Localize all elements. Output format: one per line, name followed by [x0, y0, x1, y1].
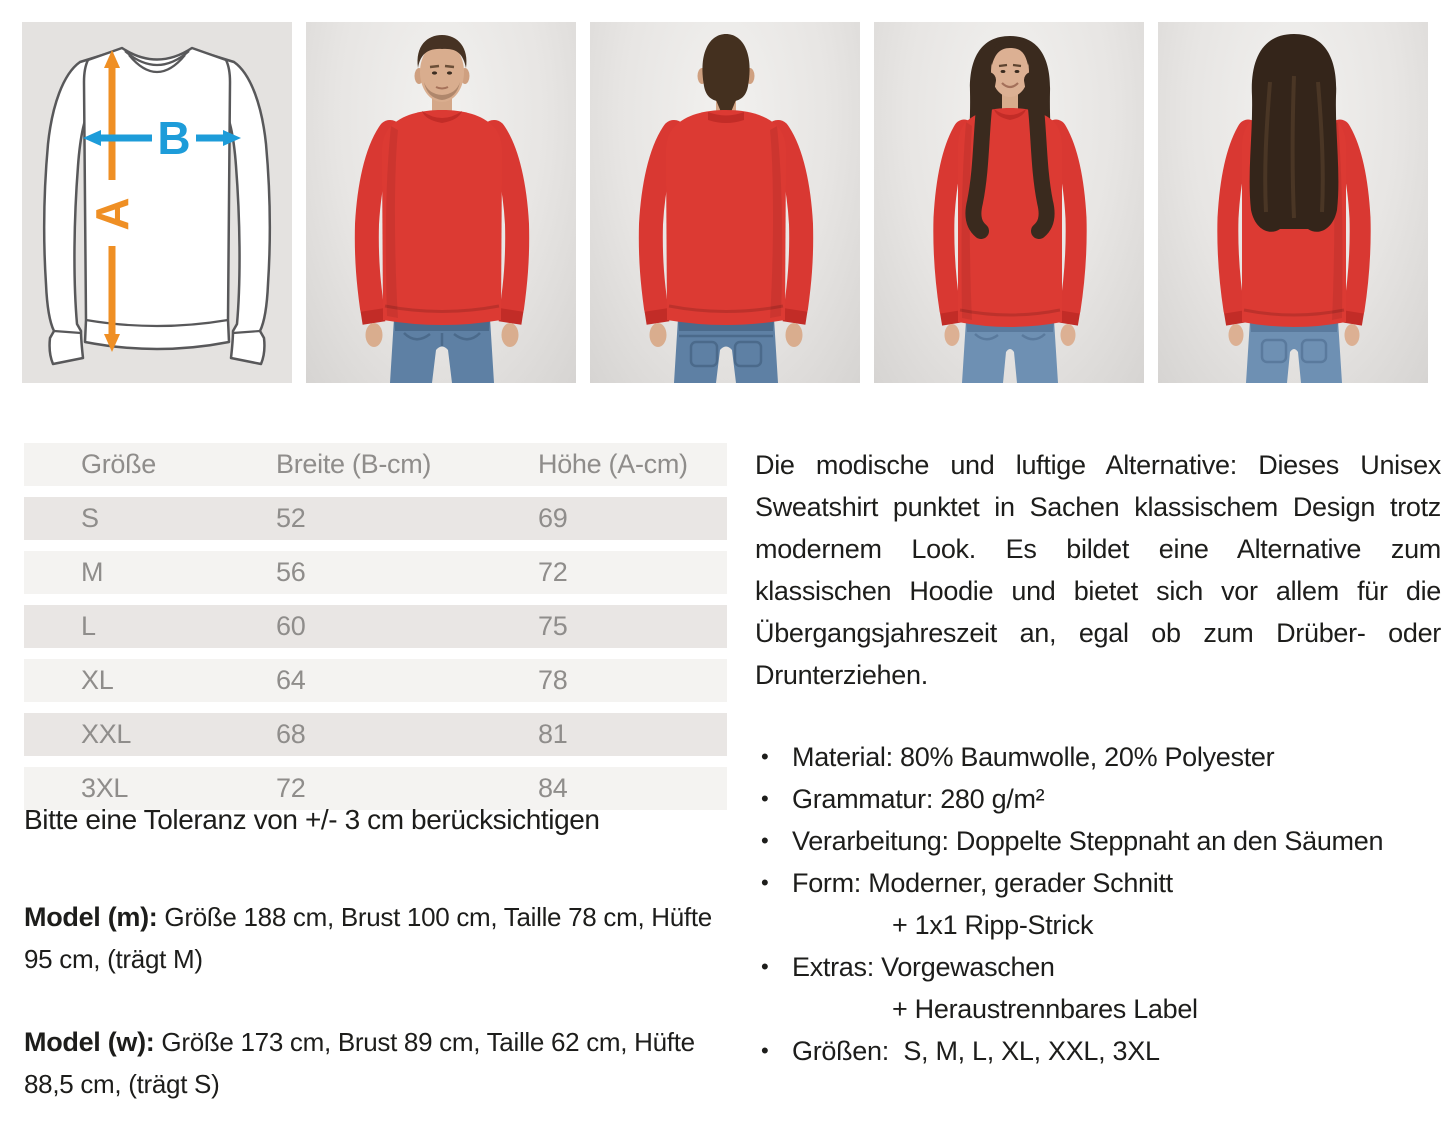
product-gallery: [22, 22, 1428, 383]
product-description: Die modische und luftige Alternative: Dieses Unisex Sweatshirt punktet in Sachen klassischem Design trotz modernem Look. Es bildet eine Alternative zum klassischen Hoodie und bietet sich vor allem für die Übergangsjahreszeit an, egal ob zum Drüber- oder Drunterziehen.: [755, 450, 1441, 690]
model-m-label: Model (m):: [24, 902, 158, 932]
feature-text: Größen: S, M, L, XL, XXL, 3XL: [792, 1036, 1160, 1066]
height-label: A: [86, 197, 138, 231]
gallery-item-model-male-back[interactable]: [590, 22, 860, 383]
model-female-back-photo: [1158, 22, 1428, 383]
feature-item-continuation: [755, 904, 1445, 946]
feature-text: Verarbeitung: Doppelte Steppnaht an den Säumen: [792, 826, 1384, 856]
model-m-details: Größe 188 cm, Brust 100 cm, Taille 78 cm, Hüfte 95 cm, (trägt M): [24, 902, 719, 974]
model-male-front-photo: [306, 22, 576, 383]
column-header-width: Breite (B-cm): [276, 449, 432, 479]
feature-text: + Heraustrennbares Label: [892, 994, 1198, 1024]
table-row: [24, 605, 727, 648]
model-w-info: [24, 1021, 716, 1105]
gallery-item-size-diagram[interactable]: [22, 22, 292, 383]
cell-height: 81: [538, 719, 568, 749]
bullet-icon: •: [761, 1038, 769, 1063]
model-m-info: [24, 896, 719, 980]
feature-item-continuation: [755, 988, 1445, 1030]
table-row: [24, 659, 727, 702]
gallery-item-model-female-back[interactable]: [1158, 22, 1428, 383]
model-w-details: Größe 173 cm, Brust 89 cm, Taille 62 cm, Hüfte 88,5 cm, (trägt S): [24, 1027, 702, 1099]
feature-text: Form: Moderner, gerader Schnitt: [792, 868, 1173, 898]
model-w-label: Model (w):: [24, 1027, 155, 1057]
gallery-item-model-male-front[interactable]: [306, 22, 576, 383]
bullet-icon: •: [761, 828, 769, 853]
cell-width: 64: [276, 665, 306, 695]
tolerance-note: Bitte eine Toleranz von +/- 3 cm berücksichtigen: [24, 804, 600, 835]
cell-size: L: [81, 611, 96, 641]
table-row: [24, 551, 727, 594]
table-row: [24, 497, 727, 540]
feature-text: Grammatur: 280 g/m²: [792, 784, 1045, 814]
feature-item: [755, 946, 1445, 988]
cell-width: 56: [276, 557, 306, 587]
cell-size: 3XL: [81, 773, 129, 803]
cell-width: 60: [276, 611, 306, 641]
feature-item: [755, 1030, 1445, 1072]
model-male-back-photo: [590, 22, 860, 383]
bullet-icon: •: [761, 870, 769, 895]
feature-item: [755, 778, 1445, 820]
feature-text: Extras: Vorgewaschen: [792, 952, 1055, 982]
column-header-height: Höhe (A-cm): [538, 449, 688, 479]
cell-height: 72: [538, 557, 568, 587]
cell-height: 84: [538, 773, 568, 803]
feature-item: [755, 862, 1445, 904]
column-header-size: Größe: [81, 449, 157, 479]
size-table: [24, 443, 727, 821]
cell-size: S: [81, 503, 99, 533]
feature-text: + 1x1 Ripp-Strick: [892, 910, 1094, 940]
feature-item: [755, 820, 1445, 862]
gallery-item-model-female-front[interactable]: [874, 22, 1144, 383]
bullet-icon: •: [761, 954, 769, 979]
bullet-icon: •: [761, 786, 769, 811]
sweatshirt-measure-diagram-icon: [22, 22, 292, 383]
feature-text: Material: 80% Baumwolle, 20% Polyester: [792, 742, 1275, 772]
bullet-icon: •: [761, 744, 769, 769]
size-table-header: [24, 443, 727, 486]
table-row: [24, 713, 727, 756]
cell-size: M: [81, 557, 104, 587]
cell-height: 78: [538, 665, 568, 695]
cell-width: 52: [276, 503, 306, 533]
cell-height: 69: [538, 503, 568, 533]
cell-size: XXL: [81, 719, 132, 749]
cell-height: 75: [538, 611, 568, 641]
model-female-front-photo: [874, 22, 1144, 383]
cell-width: 72: [276, 773, 306, 803]
feature-item: [755, 736, 1445, 778]
feature-list: [755, 736, 1445, 1072]
width-label: B: [157, 112, 191, 164]
cell-size: XL: [81, 665, 114, 695]
cell-width: 68: [276, 719, 306, 749]
